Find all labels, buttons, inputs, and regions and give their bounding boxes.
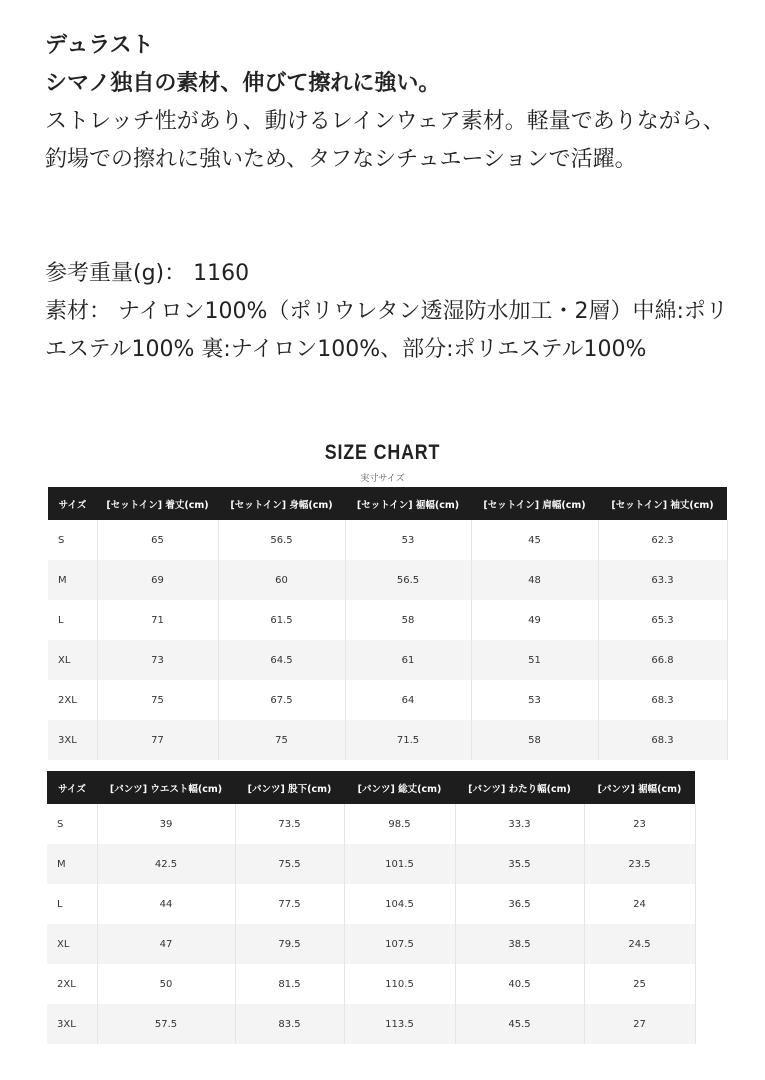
size-cell: 3XL (48, 720, 97, 760)
table-row (48, 560, 727, 600)
measurement-cell: 45.5 (455, 1004, 584, 1044)
measurement-cell: 77.5 (235, 884, 344, 924)
pants-size-table (47, 771, 696, 1044)
measurement-cell: 23 (584, 804, 695, 844)
measurement-cell: 25 (584, 964, 695, 1004)
measurement-cell: 79.5 (235, 924, 344, 964)
measurement-cell: 71.5 (345, 720, 471, 760)
measurement-cell: 69 (97, 560, 218, 600)
measurement-cell: 42.5 (97, 844, 235, 884)
measurement-cell: 107.5 (344, 924, 455, 964)
measurement-cell: 61 (345, 640, 471, 680)
measurement-cell: 63.3 (598, 560, 727, 600)
size-cell: M (48, 560, 97, 600)
measurement-cell: 56.5 (345, 560, 471, 600)
table-row (47, 924, 695, 964)
column-header: [パンツ] 裾幅(cm) (584, 771, 695, 804)
weight-info: 参考重量(g)： 1160 (45, 261, 250, 286)
column-header: [パンツ] ウエスト幅(cm) (97, 771, 235, 804)
measurement-cell: 64 (345, 680, 471, 720)
measurement-cell: 44 (97, 884, 235, 924)
measurement-cell: 68.3 (598, 680, 727, 720)
table-row (48, 720, 727, 760)
table-row (48, 640, 727, 680)
column-header: [セットイン] 袖丈(cm) (598, 487, 727, 520)
measurement-cell: 110.5 (344, 964, 455, 1004)
measurement-cell: 66.8 (598, 640, 727, 680)
measurement-cell: 67.5 (218, 680, 345, 720)
measurement-cell: 68.3 (598, 720, 727, 760)
measurement-cell: 50 (97, 964, 235, 1004)
measurement-cell: 65 (97, 520, 218, 560)
size-cell: S (47, 804, 97, 844)
measurement-cell: 65.3 (598, 600, 727, 640)
column-header: サイズ (48, 487, 97, 520)
measurement-cell: 53 (345, 520, 471, 560)
measurement-cell: 77 (97, 720, 218, 760)
size-chart-subtitle: 実寸サイズ (360, 474, 405, 484)
product-description: ストレッチ性があり、動けるレインウェア素材。軽量でありながら、釣場での擦れに強いため、タフなシチュエーションで活躍。 (45, 109, 725, 172)
table-row (48, 600, 727, 640)
measurement-cell: 75 (218, 720, 345, 760)
table-row (48, 520, 727, 560)
measurement-cell: 45 (471, 520, 598, 560)
size-cell: 3XL (47, 1004, 97, 1044)
measurement-cell: 113.5 (344, 1004, 455, 1044)
measurement-cell: 58 (471, 720, 598, 760)
size-chart-title: SIZE CHART (324, 441, 441, 464)
jacket-size-table (48, 487, 728, 760)
measurement-cell: 24 (584, 884, 695, 924)
size-cell: 2XL (47, 964, 97, 1004)
product-feature-title: デュラスト (45, 33, 154, 58)
column-header: [セットイン] 着丈(cm) (97, 487, 218, 520)
column-header: [セットイン] 肩幅(cm) (471, 487, 598, 520)
column-header: [パンツ] 総丈(cm) (344, 771, 455, 804)
measurement-cell: 24.5 (584, 924, 695, 964)
measurement-cell: 71 (97, 600, 218, 640)
measurement-cell: 23.5 (584, 844, 695, 884)
measurement-cell: 47 (97, 924, 235, 964)
product-feature-subtitle: シマノ独自の素材、伸びて擦れに強い。 (45, 71, 441, 96)
table-row (47, 844, 695, 884)
measurement-cell: 57.5 (97, 1004, 235, 1044)
measurement-cell: 39 (97, 804, 235, 844)
measurement-cell: 73.5 (235, 804, 344, 844)
column-header: [セットイン] 裾幅(cm) (345, 487, 471, 520)
measurement-cell: 101.5 (344, 844, 455, 884)
size-cell: XL (47, 924, 97, 964)
measurement-cell: 53 (471, 680, 598, 720)
measurement-cell: 33.3 (455, 804, 584, 844)
size-cell: L (48, 600, 97, 640)
measurement-cell: 83.5 (235, 1004, 344, 1044)
table-row (47, 804, 695, 844)
measurement-cell: 98.5 (344, 804, 455, 844)
measurement-cell: 81.5 (235, 964, 344, 1004)
table-row (47, 1004, 695, 1044)
measurement-cell: 62.3 (598, 520, 727, 560)
measurement-cell: 60 (218, 560, 345, 600)
measurement-cell: 48 (471, 560, 598, 600)
table-row (48, 680, 727, 720)
measurement-cell: 58 (345, 600, 471, 640)
measurement-cell: 40.5 (455, 964, 584, 1004)
measurement-cell: 27 (584, 1004, 695, 1044)
measurement-cell: 49 (471, 600, 598, 640)
column-header: サイズ (47, 771, 97, 804)
size-cell: 2XL (48, 680, 97, 720)
measurement-cell: 64.5 (218, 640, 345, 680)
measurement-cell: 38.5 (455, 924, 584, 964)
measurement-cell: 56.5 (218, 520, 345, 560)
table-row (47, 964, 695, 1004)
size-cell: L (47, 884, 97, 924)
column-header: [パンツ] 股下(cm) (235, 771, 344, 804)
table-row (47, 884, 695, 924)
measurement-cell: 75.5 (235, 844, 344, 884)
material-info: 素材： ナイロン100%（ポリウレタン透湿防水加工・2層）中綿:ポリエステル100% 裏:ナイロン100%、部分:ポリエステル100% (45, 299, 728, 362)
measurement-cell: 35.5 (455, 844, 584, 884)
size-cell: M (47, 844, 97, 884)
column-header: [パンツ] わたり幅(cm) (455, 771, 584, 804)
measurement-cell: 75 (97, 680, 218, 720)
measurement-cell: 51 (471, 640, 598, 680)
measurement-cell: 61.5 (218, 600, 345, 640)
column-header: [セットイン] 身幅(cm) (218, 487, 345, 520)
measurement-cell: 73 (97, 640, 218, 680)
measurement-cell: 36.5 (455, 884, 584, 924)
measurement-cell: 104.5 (344, 884, 455, 924)
size-cell: S (48, 520, 97, 560)
size-cell: XL (48, 640, 97, 680)
